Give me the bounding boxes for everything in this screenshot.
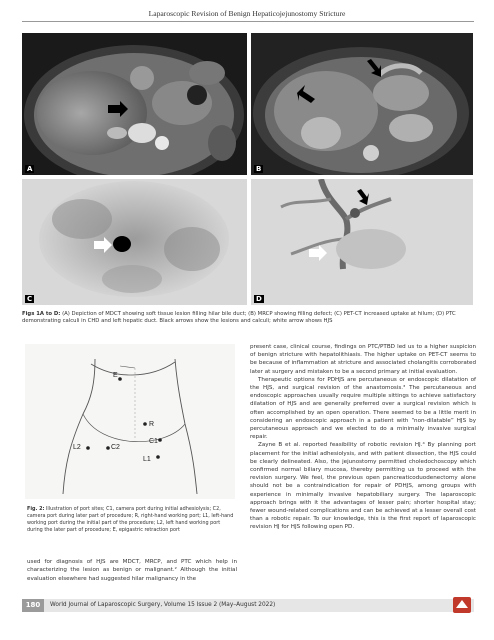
ptc-image <box>251 179 473 305</box>
right-column-text <box>250 343 476 532</box>
running-header: Laparoscopic Revision of Benign Hepaticojejunostomy Stricture <box>148 9 346 18</box>
port-label-c2: C2 <box>111 444 120 451</box>
port-label-l1: L1 <box>143 456 151 463</box>
ct-scan-image <box>22 33 247 175</box>
figure2-caption-label: Fig. 2: <box>27 506 45 512</box>
left-column-text: used for diagnosis of HJS are MDCT, MRCP, and PTC which help in characterizing the lesion as benign or malignant.² Although the initial evaluation elsewhere had suggested hilar malignancy in the <box>27 559 237 582</box>
panel-label-a: A <box>27 165 33 173</box>
port-label-l2: L2 <box>73 444 81 451</box>
paragraph: Zayne B et al. reported feasibility of robotic revision HJ.⁴ By planning port placement for the initial adhesiolysis, and with patient dissection, the HJS could be clearly delineated. Also, the jejunostomy permitted choledochoscopy which confirmed normal biliary mucosa, thereby permitting us to proceed with the revision surgery. We feel, the previous open pancreaticoduodenectomy alone should not be a contraindication for repair of PDHJS, among groups with experience in minimally invasive hepatobiliary surgery. The laparoscopic approach brings with it the advantages of lesser pain; shorter hospital stay; fewer wound-related complications and can be achieved at a lesser overall cost than a robotic repair. To our knowledge, this is the first report of laparoscopic revision HJ for HJS following open PD. <box>250 442 476 531</box>
port-r-dot <box>143 422 147 426</box>
journal-citation: World Journal of Laparoscopic Surgery, Volume 15 Issue 2 (May–August 2022) <box>50 602 276 608</box>
port-c1-dot <box>158 438 162 442</box>
page-number: 180 <box>22 599 44 612</box>
paragraph: present case, clinical course, findings on PTC/PTBD led us to a higher suspicion of benign stricture with hepatolithiasis. The higher uptake on PET-CT seems to be because of inflammation at stricture and associated cholangitis corroborated later at surgery and mistaken to be a second primary at initial evaluation. <box>250 344 476 375</box>
figure2-caption-text: Illustration of port sites; C1, camera port during initial adhesiolysis; C2, camera port during later part of procedure; R, right-hand working port; L1, left-hand working port during the initial part of the procedure; L2, left hand working port during the later part of procedure; E, epigastric retraction port <box>27 506 234 533</box>
figure1-caption-text: (A) Depiction of MDCT showing soft tissue lesion filling hilar bile duct; (B) MRCP showing filling defect; (C) PET-CT increased uptake at hilum; (D) PTC demonstrating calculi in CHD and left hepatic duct. Black arrows show the lesions and calculi; white arrow shows HJS <box>22 311 456 325</box>
figure2-caption <box>27 506 237 534</box>
figure1-caption-label: Figs 1A to D: <box>22 311 61 317</box>
jaypee-logo-icon <box>452 596 472 614</box>
port-label-r: R <box>149 421 155 428</box>
figure-panel-a <box>22 33 247 175</box>
port-label-c1: C1 <box>149 438 158 445</box>
figure1-caption <box>22 311 474 326</box>
mrcp-image <box>251 33 473 175</box>
port-c2-dot <box>106 446 110 450</box>
panel-label-b: B <box>256 165 262 173</box>
port-l2-dot <box>86 446 90 450</box>
port-e-dot <box>118 377 122 381</box>
paragraph: Therapeutic options for PDHJS are percutaneous or endoscopic dilatation of the HJS, and surgical revision of the anastomosis.³ The percutaneous and endoscopic approaches usually require multiple sittings to achieve satisfactory dilatation of HJS and are generally preferred over a surgical revision which is often accomplished by an open operation. There seemed to be a little merit in considering an endoscopic approach in a patient with “non-dilatable” HJS by percutaneous approach and we elected to do a minimally invasive surgical repair. <box>250 376 476 441</box>
pet-ct-image <box>22 179 247 305</box>
port-sites-illustration <box>25 344 235 499</box>
panel-label-c: C <box>27 295 33 303</box>
port-label-e: E <box>113 372 118 379</box>
figure-panel-c <box>22 179 247 305</box>
port-l1-dot <box>156 455 160 459</box>
jaypee-logo-icon <box>452 596 472 614</box>
figure-panel-b <box>251 33 473 175</box>
panel-label-d: D <box>256 295 262 303</box>
figure-panel-d <box>251 179 473 305</box>
header-rule <box>22 21 474 22</box>
figure2-port-diagram <box>25 344 235 499</box>
